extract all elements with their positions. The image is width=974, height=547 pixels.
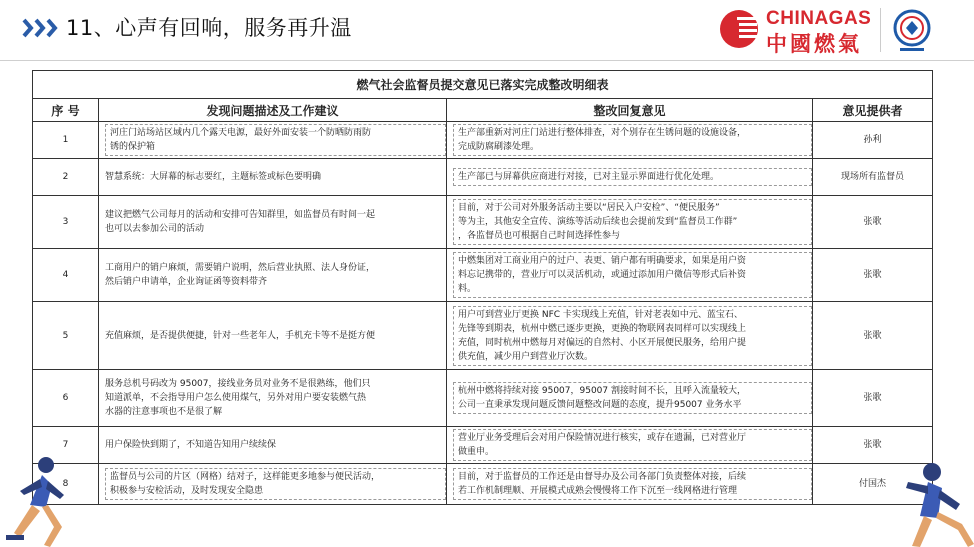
chevron-icon xyxy=(22,17,64,39)
issue-text: 建议把燃气公司每月的活动和安排可告知群里，如监督员有时间一起 也可以去参加公司的活动 xyxy=(105,210,376,234)
row-number: 5 xyxy=(33,302,99,370)
issue-text: 工商用户的销户麻烦，需要销户说明，然后营业执照、法人身份证， 然后销户申请单，企业询证函等资料带齐 xyxy=(105,263,376,287)
row-number: 6 xyxy=(33,370,99,427)
reply-text: 中燃集团对工商业用户的过户、表更、销户都有明确要求，如果是用户资 料忘记携带的，营业厅可以灵活机动，或通过添加用户微信等形式后补资 料。 xyxy=(453,252,812,298)
anniversary-badge-icon xyxy=(890,8,934,54)
logo-divider xyxy=(880,8,881,52)
issue-text: 用户保险快到期了，不知道告知用户续续保 xyxy=(105,440,277,450)
runner-illustration-icon xyxy=(2,455,72,547)
reply-text: 生产部已与屏幕供应商进行对接，已对主显示界面进行优化处理。 xyxy=(453,168,812,186)
table-row xyxy=(33,464,933,505)
provider-name: 张歌 xyxy=(813,427,933,464)
provider-name: 张歌 xyxy=(813,196,933,249)
provider-name: 孙利 xyxy=(813,122,933,159)
rectification-table xyxy=(32,70,933,505)
table-row xyxy=(33,302,933,370)
table-row xyxy=(33,159,933,196)
table-row xyxy=(33,370,933,427)
provider-name: 付国杰 xyxy=(813,464,933,505)
column-header: 发现问题描述及工作建议 xyxy=(99,99,447,122)
column-header: 整改回复意见 xyxy=(447,99,813,122)
table-row xyxy=(33,122,933,159)
page-title: 11、心声有回响，服务再升温 xyxy=(66,16,352,40)
provider-name: 张歌 xyxy=(813,370,933,427)
reply-text: 用户可到营业厅更换 NFC 卡实现线上充值，针对老表如中元、蓝宝石、 先锋等到期表，杭州中燃已逐步更换，更换的物联网表同样可以实现线上 充值，同时杭州中燃每月对偏远的自然村、小区开展便民服务，给用户提 供充值，减少用户到营业厅次数。 xyxy=(453,306,812,366)
table-row xyxy=(33,249,933,302)
provider-name: 张歌 xyxy=(813,302,933,370)
issue-text: 监督员与公司的片区（网格）结对子，这样能更多地参与便民活动， 积极参与安检活动，及时发现安全隐患 xyxy=(105,468,446,500)
reply-text: 目前，对于监督员的工作还是由督导办及公司各部门负责整体对接，后续 若工作机制理顺、开展模式成熟会慢慢将工作下沉至一线网格进行管理 xyxy=(453,468,812,500)
runner-illustration-icon xyxy=(898,460,974,547)
header-divider xyxy=(0,60,974,61)
row-number: 2 xyxy=(33,159,99,196)
issue-text: 充值麻烦，是否提供便捷，针对一些老年人，手机充卡等不是挺方便 xyxy=(105,330,376,341)
chinagas-emblem-icon xyxy=(718,8,760,50)
company-logo xyxy=(712,6,974,56)
reply-text: 营业厅业务受理后会对用户保险情况进行核实，或存在遗漏，已对营业厅 做重申。 xyxy=(453,429,812,461)
column-header: 意见提供者 xyxy=(813,99,933,122)
row-number: 7 xyxy=(33,427,99,464)
reply-text: 目前，对于公司对外服务活动主要以“居民入户安检”、“便民服务” 等为主，其他安全宣传、演练等活动后续也会提前发到“监督员工作群” ，各监督员也可根据自己时间选择性参与 xyxy=(453,199,812,245)
provider-name: 张歌 xyxy=(813,249,933,302)
logo-name-en: CHINAGAS xyxy=(766,8,872,29)
row-number: 8 xyxy=(33,464,99,505)
reply-text: 杭州中燃将持续对接 95007，95007 割接时间不长，且呼入流量较大， 公司一直秉承发现问题反馈问题整改问题的态度，提升95007 业务水平 xyxy=(453,382,812,414)
row-number: 3 xyxy=(33,196,99,249)
table-row xyxy=(33,427,933,464)
table-caption: 燃气社会监督员提交意见已落实完成整改明细表 xyxy=(33,71,933,99)
column-header: 序 号 xyxy=(33,99,99,122)
table-row xyxy=(33,196,933,249)
table-header-row xyxy=(33,99,933,122)
issue-text: 河庄门站场站区域内几个露天电源，最好外面安装一个防晒防雨防 锈的保护箱 xyxy=(105,124,446,156)
provider-name: 现场所有监督员 xyxy=(813,159,933,196)
logo-name-cn: 中國燃氣 xyxy=(766,32,862,56)
row-number: 4 xyxy=(33,249,99,302)
row-number: 1 xyxy=(33,122,99,159)
issue-text: 服务总机号码改为 95007，接线业务员对业务不是很熟练，他们只 知道派单，不会指导用户怎么使用煤气，另外对用户要安装燃气热 水器的注意事项也不是很了解 xyxy=(105,379,371,417)
issue-text: 智慧系统：大屏幕的标志要红，主题标签或标色要明确 xyxy=(105,172,322,182)
reply-text: 生产部重新对河庄门站进行整体排查，对个别存在生锈问题的设施设备， 完成防腐刷漆处理。 xyxy=(453,124,812,156)
